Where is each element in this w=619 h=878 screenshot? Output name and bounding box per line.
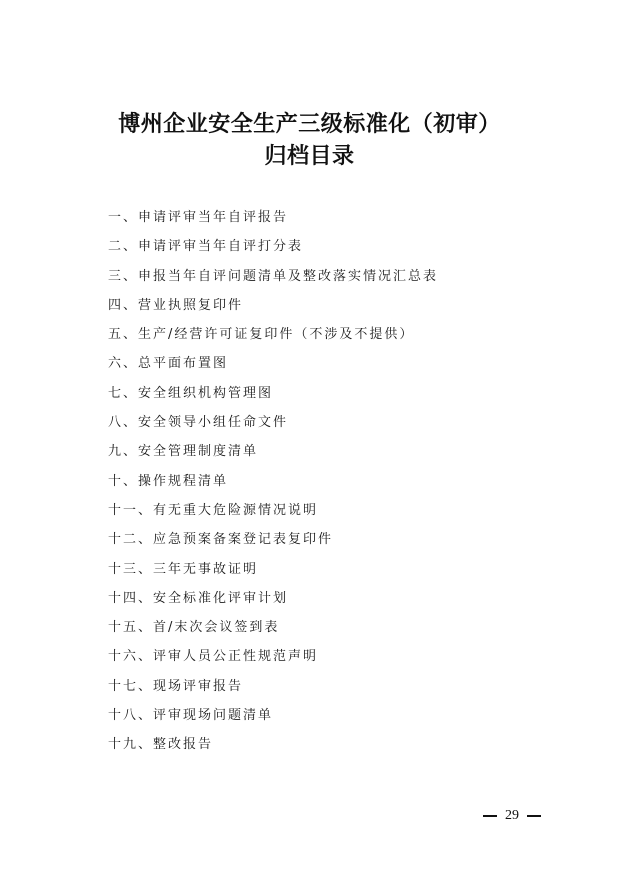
toc-item-19: 十九、整改报告 xyxy=(108,737,214,753)
title-line-1: 博州企业安全生产三级标准化（初审） xyxy=(118,111,501,137)
toc-item-11: 十一、有无重大危险源情况说明 xyxy=(108,502,319,518)
toc-item-17: 十七、现场评审报告 xyxy=(108,678,244,694)
toc-item-5: 五、生产/经营许可证复印件（不涉及不提供） xyxy=(108,327,415,343)
toc-item-14: 十四、安全标准化评审计划 xyxy=(108,590,289,606)
toc-item-16: 十六、评审人员公正性规范声明 xyxy=(108,649,319,665)
toc-item-8: 八、安全领导小组任命文件 xyxy=(108,415,289,431)
toc-item-1: 一、申请评审当年自评报告 xyxy=(108,210,289,225)
toc-item-6: 六、总平面布置图 xyxy=(108,356,229,372)
page-number-value: 29 xyxy=(505,808,519,823)
toc-item-9: 九、安全管理制度清单 xyxy=(108,444,259,460)
toc-item-18: 十八、评审现场问题清单 xyxy=(108,708,274,724)
toc-item-15: 十五、首/末次会议签到表 xyxy=(108,620,280,636)
toc-item-10: 十、操作规程清单 xyxy=(108,473,229,489)
page-number xyxy=(480,806,544,826)
toc-item-7: 七、安全组织机构管理图 xyxy=(108,385,274,401)
toc-item-3: 三、申报当年自评问题清单及整改落实情况汇总表 xyxy=(108,268,439,284)
toc-item-13: 十三、三年无事故证明 xyxy=(108,561,259,577)
title-line-2: 归档目录 xyxy=(264,143,355,169)
toc-item-12: 十二、应急预案备案登记表复印件 xyxy=(108,532,334,548)
page-number-left-dash xyxy=(483,815,497,817)
table-of-contents xyxy=(108,203,548,760)
toc-item-2: 二、申请评审当年自评打分表 xyxy=(108,239,304,255)
toc-item-4: 四、营业执照复印件 xyxy=(108,297,244,313)
page-number-right-dash xyxy=(527,815,541,817)
document-title xyxy=(0,108,619,172)
